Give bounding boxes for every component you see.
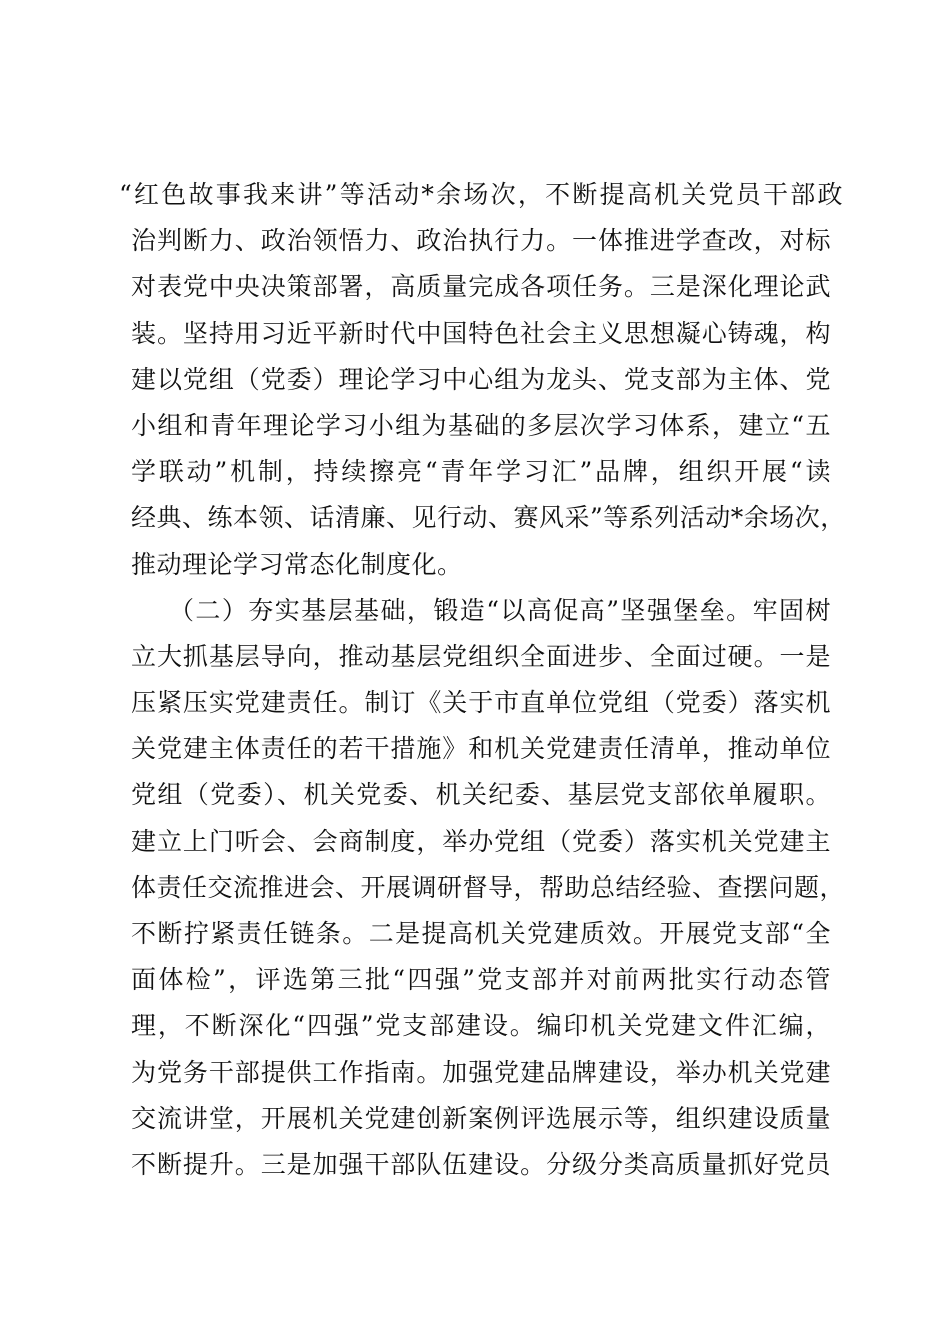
text-line: 面体检”，评选第三批“四强”党支部并对前两批实行动态管 bbox=[131, 965, 831, 995]
section-heading-line: （二）夯实基层基础，锻造“以高促高”坚强堡垒。牢固树 bbox=[169, 595, 831, 625]
text-line: 建立上门听会、会商制度，举办党组（党委）落实机关党建主 bbox=[131, 826, 831, 856]
text-line: 不断拧紧责任链条。二是提高机关党建质效。开展党支部“全 bbox=[131, 919, 831, 948]
text-line: 不断提升。三是加强干部队伍建设。分级分类高质量抓好党员 bbox=[131, 1149, 831, 1179]
body-text bbox=[119, 172, 846, 1188]
text-line: 小组和青年理论学习小组为基础的多层次学习体系，建立“五 bbox=[131, 410, 831, 440]
text-line: 关党建主体责任的若干措施》和机关党建责任清单，推动单位 bbox=[131, 734, 831, 764]
text-line: 交流讲堂，开展机关党建创新案例评选展示等，组织建设质量 bbox=[131, 1103, 831, 1133]
text-line: 治判断力、政治领悟力、政治执行力。一体推进学查改，对标 bbox=[131, 226, 831, 256]
paragraph-end-line: 推动理论学习常态化制度化。 bbox=[131, 549, 463, 579]
text-line: 经典、练本领、话清廉、见行动、赛风采”等系列活动*余场次， bbox=[131, 503, 846, 533]
text-line: 体责任交流推进会、开展调研督导，帮助总结经验、查摆问题， bbox=[131, 872, 846, 902]
text-line: 压紧压实党建责任。制订《关于市直单位党组（党委）落实机 bbox=[131, 688, 831, 718]
text-line: 理，不断深化“四强”党支部建设。编印机关党建文件汇编， bbox=[131, 1011, 831, 1041]
text-line: 建以党组（党委）理论学习中心组为龙头、党支部为主体、党 bbox=[131, 364, 831, 394]
text-line: 党组（党委）、机关党委、机关纪委、基层党支部依单履职。 bbox=[131, 780, 831, 810]
text-line: 装。坚持用习近平新时代中国特色社会主义思想凝心铸魂，构 bbox=[131, 318, 831, 348]
text-line: 立大抓基层导向，推动基层党组织全面进步、全面过硬。一是 bbox=[131, 641, 831, 671]
text-line: 学联动”机制，持续擦亮“青年学习汇”品牌，组织开展“读 bbox=[131, 457, 831, 487]
text-line: “红色故事我来讲”等活动*余场次，不断提高机关党员干部政 bbox=[119, 180, 843, 209]
text-line: 对表党中央决策部署，高质量完成各项任务。三是深化理论武 bbox=[131, 272, 831, 302]
text-line: 为党务干部提供工作指南。加强党建品牌建设，举办机关党建 bbox=[131, 1057, 831, 1087]
